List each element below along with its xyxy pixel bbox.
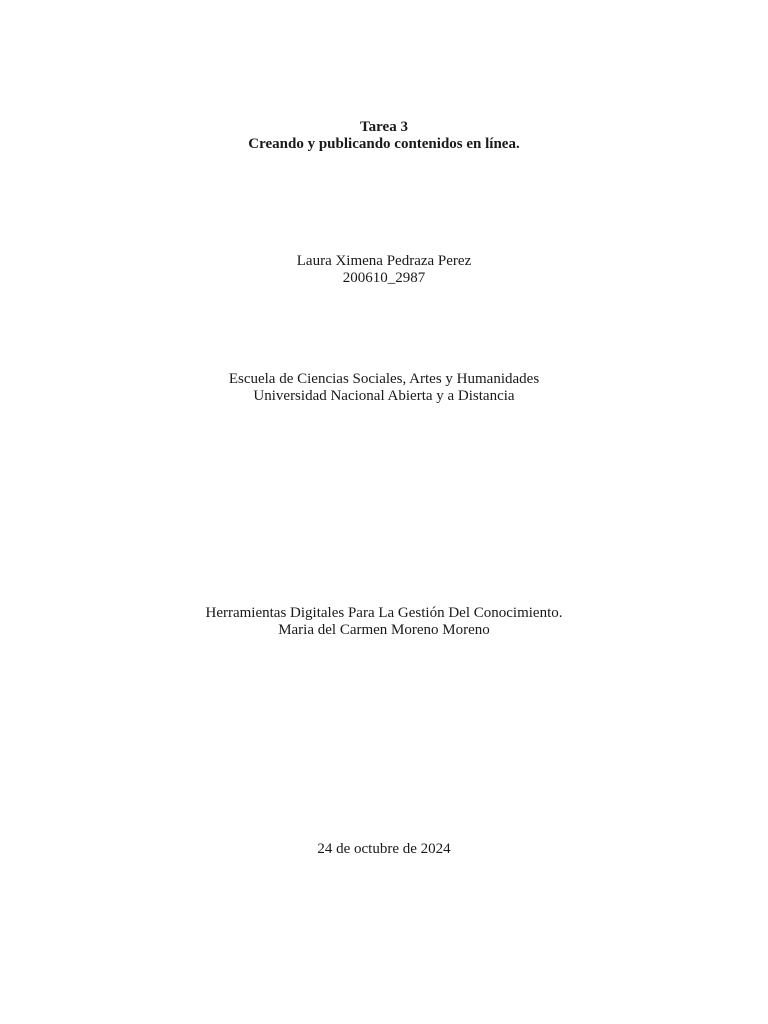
author-code: 200610_2987 — [342, 270, 426, 286]
course-name: Herramientas Digitales Para La Gestión Del Conocimiento. — [205, 605, 563, 621]
tutor-name: Maria del Carmen Moreno Moreno — [278, 622, 490, 638]
document-date: 24 de octubre de 2024 — [317, 841, 451, 857]
university-name: Universidad Nacional Abierta y a Distancia — [253, 388, 515, 404]
school-name: Escuela de Ciencias Sociales, Artes y Humanidades — [228, 371, 540, 387]
author-name: Laura Ximena Pedraza Perez — [296, 253, 472, 269]
task-title: Tarea 3 — [360, 119, 408, 135]
task-subtitle: Creando y publicando contenidos en línea. — [248, 136, 520, 152]
